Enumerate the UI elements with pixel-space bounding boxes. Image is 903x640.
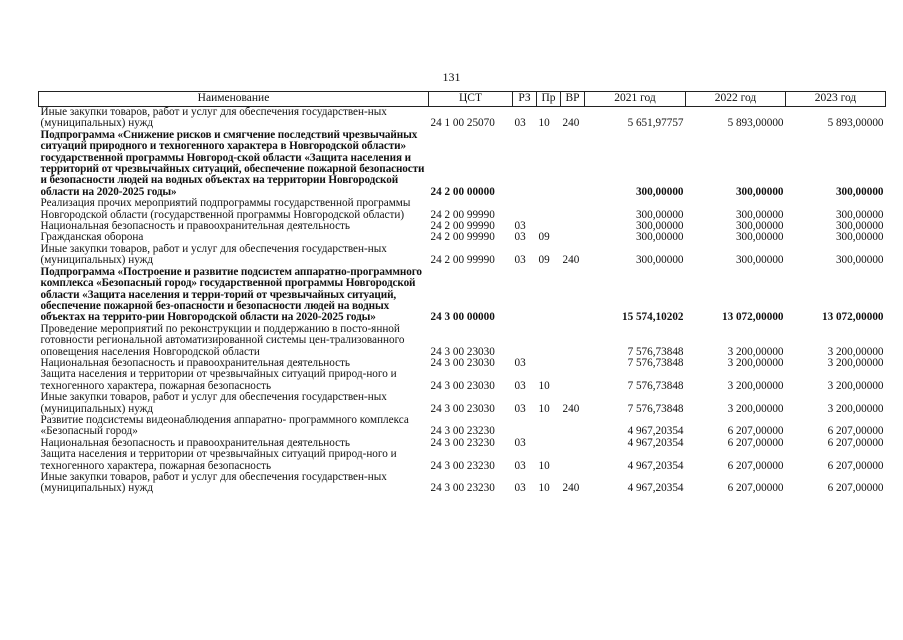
table-body — [39, 107, 886, 495]
row-pr: 09 — [538, 232, 550, 244]
row-pr — [537, 324, 561, 358]
table-row — [39, 221, 886, 232]
budget-table — [38, 91, 886, 495]
row-rz: 03 — [514, 117, 526, 130]
row-value-2022: 300,00000 — [735, 232, 784, 244]
row-value-2023: 3 200,00000 — [827, 357, 884, 369]
row-cst: 24 3 00 23230 — [430, 425, 495, 438]
row-rz: 03 — [514, 254, 526, 267]
header-vr: ВР — [561, 92, 585, 107]
row-value-2021: 300,00000 — [635, 208, 684, 221]
row-value-2022: 6 207,00000 — [727, 425, 784, 438]
row-name: Защита населения и территории от чрезвычайных ситуаций природ-ного и техногенного характера, пожарная безопасность — [40, 369, 397, 392]
page-number: 131 — [442, 70, 461, 84]
row-pr — [537, 358, 561, 369]
row-name: Развитие подсистемы видеонаблюдения аппаратно- программного комплекса «Безопасный город» — [40, 414, 409, 438]
row-vr — [561, 358, 585, 369]
row-value-2023: 6 207,00000 — [827, 459, 884, 472]
row-value-2023: 5 893,00000 — [827, 117, 884, 130]
row-rz: 03 — [514, 459, 526, 472]
row-vr — [561, 324, 585, 358]
table-row — [39, 358, 886, 369]
row-value-2021: 7 576,73848 — [627, 345, 684, 358]
table-row — [39, 244, 886, 267]
row-value-2021: 7 576,73848 — [627, 357, 684, 369]
row-pr: 10 — [538, 379, 550, 392]
row-cst: 24 3 00 23230 — [430, 459, 495, 472]
table-header-row — [39, 92, 886, 107]
row-value-2022: 6 207,00000 — [727, 459, 784, 472]
table-row — [39, 449, 886, 472]
row-value-2023: 300,00000 — [835, 208, 884, 221]
row-pr: 10 — [538, 402, 550, 415]
row-name: Защита населения и территории от чрезвычайных ситуаций природ-ного и техногенного характера, пожарная безопасность — [40, 449, 397, 472]
header-name: Наименование — [39, 92, 429, 107]
row-name: Иные закупки товаров, работ и услуг для обеспечения государствен-ных (муниципальных) нужд — [40, 106, 387, 130]
row-pr — [537, 415, 561, 438]
row-pr — [537, 221, 561, 232]
table-row — [39, 267, 886, 324]
row-value-2022: 3 200,00000 — [727, 345, 784, 358]
row-name: Подпрограмма «Построение и развитие подсистем аппаратно-программного комплекса «Безопасный город» государственной программы Новгородской области «Защита населения и терри-торий от чрезвычайных ситуаций, обеспечение пожарной без-опасности и безопасности людей на водных объектах на террито-рии Новгородской области на 2020-2025 годы» — [40, 266, 422, 324]
row-value-2021: 300,00000 — [635, 221, 684, 233]
row-value-2021: 7 576,73848 — [627, 402, 684, 415]
row-value-2022: 300,00000 — [735, 221, 784, 233]
row-pr: 10 — [538, 117, 550, 130]
row-value-2022: 300,00000 — [735, 208, 784, 221]
row-value-2022: 3 200,00000 — [727, 402, 784, 415]
header-rz: РЗ — [513, 92, 537, 107]
row-vr — [561, 198, 585, 221]
row-pr — [537, 267, 561, 324]
row-name: Национальная безопасность и правоохранительная деятельность — [40, 221, 351, 233]
row-cst: 24 3 00 23030 — [430, 345, 495, 358]
row-value-2021: 4 967,20354 — [627, 459, 684, 472]
row-vr: 240 — [562, 254, 580, 267]
row-name: Подпрограмма «Снижение рисков и смягчение последствий чрезвычайных ситуаций природного и техногенного характера в Новгородской области» государственной программы Новгород-ской области «Защита населения и территорий от чрезвычайных ситуаций, обеспечение пожарной безопасности и безопасности людей на водных объектах на территории Новгородской области на 2020-2025 годы» — [40, 129, 425, 198]
row-value-2023: 300,00000 — [835, 232, 884, 244]
row-value-2021: 5 651,97757 — [627, 117, 684, 130]
row-rz — [513, 267, 537, 324]
row-cst: 24 1 00 25070 — [430, 117, 495, 130]
row-value-2021: 300,00000 — [635, 185, 684, 198]
row-rz: 03 — [514, 232, 526, 244]
row-vr — [561, 232, 585, 243]
row-value-2022: 6 207,00000 — [727, 437, 784, 449]
table-row — [39, 472, 886, 495]
row-pr: 10 — [538, 459, 550, 472]
row-name: Гражданская оборона — [40, 232, 144, 244]
row-vr: 240 — [562, 117, 580, 130]
header-2021: 2021 год — [585, 92, 686, 107]
row-name: Проведение мероприятий по реконструкции и поддержанию в посто-янной готовности региональной автоматизированной системы цен-трализованного оповещения населения Новгородской области — [40, 323, 405, 358]
row-cst: 24 2 00 99990 — [430, 208, 495, 221]
row-value-2022: 6 207,00000 — [727, 482, 784, 495]
row-rz — [513, 324, 537, 358]
row-rz — [513, 130, 537, 198]
row-value-2023: 300,00000 — [835, 221, 884, 233]
row-vr — [561, 449, 585, 472]
row-name: Реализация прочих мероприятий подпрограммы государственной программы Новгородской области (государственной программы Новгородской области) — [40, 198, 411, 221]
table-row — [39, 232, 886, 243]
row-vr — [561, 267, 585, 324]
header-2022: 2022 год — [686, 92, 786, 107]
row-cst: 24 3 00 23030 — [430, 402, 495, 415]
row-value-2023: 6 207,00000 — [827, 437, 884, 449]
row-value-2021: 4 967,20354 — [627, 425, 684, 438]
row-value-2022: 3 200,00000 — [727, 379, 784, 392]
header-pr: Пр — [537, 92, 561, 107]
row-cst: 24 3 00 23030 — [430, 379, 495, 392]
row-pr: 10 — [538, 482, 550, 495]
row-value-2023: 6 207,00000 — [827, 425, 884, 438]
row-value-2022: 5 893,00000 — [727, 117, 784, 130]
row-value-2023: 3 200,00000 — [827, 379, 884, 392]
row-cst: 24 2 00 00000 — [430, 185, 495, 198]
row-vr — [561, 369, 585, 392]
row-vr — [561, 221, 585, 232]
row-rz: 03 — [514, 357, 526, 369]
row-cst: 24 3 00 23030 — [430, 357, 495, 369]
table-row — [39, 392, 886, 415]
row-cst: 24 3 00 23230 — [430, 437, 495, 449]
row-name: Иные закупки товаров, работ и услуг для обеспечения государствен-ных (муниципальных) нужд — [40, 243, 387, 267]
row-cst: 24 2 00 99990 — [430, 232, 495, 244]
row-value-2023: 3 200,00000 — [827, 345, 884, 358]
row-pr — [537, 130, 561, 198]
row-pr: 09 — [538, 254, 550, 267]
row-value-2023: 300,00000 — [835, 254, 884, 267]
row-pr — [537, 198, 561, 221]
table-row — [39, 438, 886, 449]
row-value-2023: 6 207,00000 — [827, 482, 884, 495]
row-value-2023: 3 200,00000 — [827, 402, 884, 415]
row-rz: 03 — [514, 402, 526, 415]
table-row — [39, 324, 886, 358]
row-value-2021: 300,00000 — [635, 232, 684, 244]
row-vr — [561, 438, 585, 449]
row-vr: 240 — [562, 402, 580, 415]
table-row — [39, 369, 886, 392]
row-value-2022: 300,00000 — [735, 185, 784, 198]
row-value-2021: 4 967,20354 — [627, 482, 684, 495]
row-value-2021: 300,00000 — [635, 254, 684, 267]
row-value-2021: 7 576,73848 — [627, 379, 684, 392]
row-cst: 24 3 00 23230 — [430, 482, 495, 495]
table-row — [39, 107, 886, 130]
row-cst: 24 2 00 99990 — [430, 221, 495, 233]
row-name: Иные закупки товаров, работ и услуг для обеспечения государствен-ных (муниципальных) нужд — [40, 392, 387, 415]
row-rz — [513, 415, 537, 438]
row-value-2021: 15 574,10202 — [621, 311, 684, 324]
table-row — [39, 415, 886, 438]
row-vr: 240 — [562, 482, 580, 495]
header-cst: ЦСТ — [429, 92, 513, 107]
row-vr — [561, 415, 585, 438]
row-value-2022: 300,00000 — [735, 254, 784, 267]
table-row — [39, 198, 886, 221]
row-name: Национальная безопасность и правоохранительная деятельность — [40, 437, 351, 449]
row-cst: 24 2 00 99990 — [430, 254, 495, 267]
row-value-2023: 300,00000 — [835, 185, 884, 198]
row-vr — [561, 130, 585, 198]
row-rz: 03 — [514, 221, 526, 233]
row-name: Иные закупки товаров, работ и услуг для обеспечения государствен-ных (муниципальных) нужд — [40, 472, 387, 495]
row-rz: 03 — [514, 437, 526, 449]
row-cst: 24 3 00 00000 — [430, 311, 495, 324]
row-rz — [513, 198, 537, 221]
row-name: Национальная безопасность и правоохранительная деятельность — [40, 357, 351, 369]
row-rz: 03 — [514, 482, 526, 495]
row-value-2022: 3 200,00000 — [727, 357, 784, 369]
row-value-2021: 4 967,20354 — [627, 437, 684, 449]
row-value-2023: 13 072,00000 — [821, 311, 884, 324]
row-value-2022: 13 072,00000 — [721, 311, 784, 324]
row-rz: 03 — [514, 379, 526, 392]
table-row — [39, 130, 886, 198]
row-pr — [537, 438, 561, 449]
header-2023: 2023 год — [786, 92, 886, 107]
